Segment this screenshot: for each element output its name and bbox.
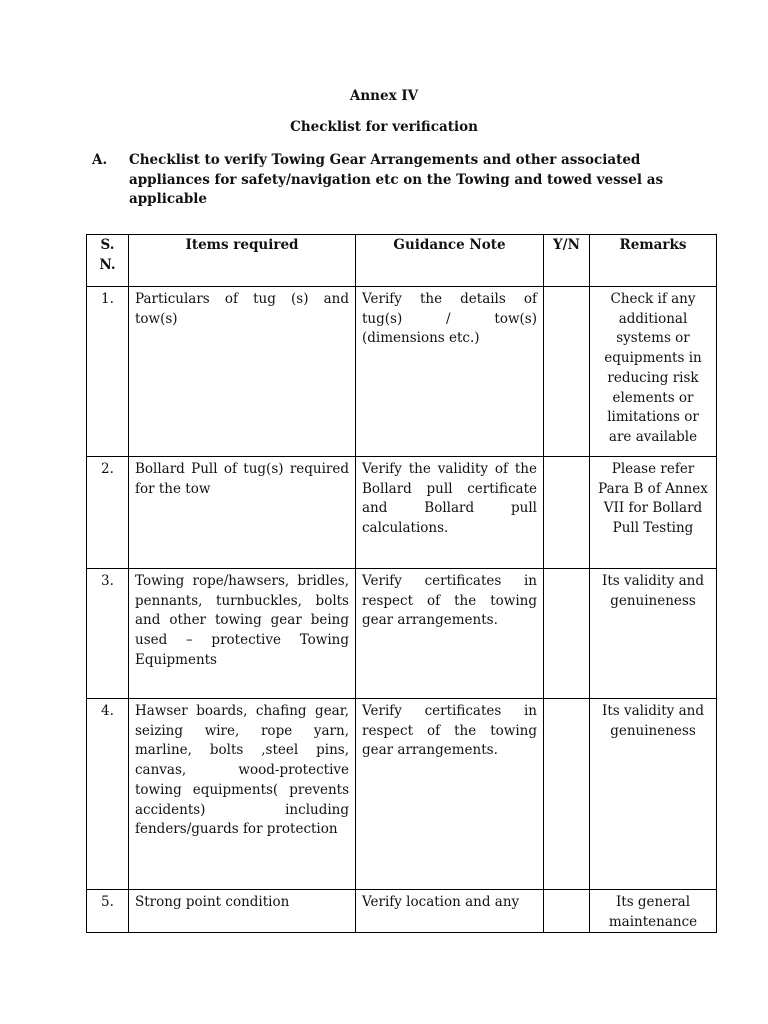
cell-item: Strong point condition [129,890,356,933]
cell-yn[interactable] [544,699,590,890]
section-letter: A. [92,152,108,168]
column-header-yn: Y/N [544,235,590,287]
cell-remarks: Its validity and genuineness [590,569,717,699]
cell-yn[interactable] [544,457,590,569]
table-row [87,890,717,933]
column-header-items: Items required [129,235,356,287]
cell-sn: 5. [87,890,129,933]
cell-remarks: Its general maintenance [590,890,717,933]
cell-remarks: Check if any additional systems or equipments in reducing risk elements or limitations or are available [590,287,717,457]
cell-item: Bollard Pull of tug(s) required for the tow [129,457,356,569]
table-row [87,457,717,569]
column-header-sn: S. N. [87,235,129,287]
cell-guidance: Verify certificates in respect of the towing gear arrangements. [356,699,544,890]
section-heading-text: Checklist to verify Towing Gear Arrangements and other associated appliances for safety/navigation etc on the Towing and towed vessel as applicable [129,152,664,208]
cell-sn: 4. [87,699,129,890]
cell-guidance: Verify the validity of the Bollard pull certificate and Bollard pull calculations. [356,457,544,569]
cell-guidance: Verify location and any [356,890,544,933]
section-heading [92,151,692,210]
table-row [87,569,717,699]
cell-remarks: Its validity and genuineness [590,699,717,890]
table-row [87,699,717,890]
document-title: Checklist for verification [290,119,478,135]
verification-checklist-table [86,234,717,933]
cell-guidance: Verify the details of tug(s) / tow(s) (dimensions etc.) [356,287,544,457]
cell-sn: 2. [87,457,129,569]
cell-remarks: Please refer Para B of Annex VII for Bollard Pull Testing [590,457,717,569]
column-header-guidance: Guidance Note [356,235,544,287]
column-header-remarks: Remarks [590,235,717,287]
cell-sn: 3. [87,569,129,699]
cell-yn[interactable] [544,890,590,933]
cell-sn: 1. [87,287,129,457]
table-row [87,287,717,457]
annex-title: Annex IV [349,88,419,104]
cell-guidance: Verify certificates in respect of the towing gear arrangements. [356,569,544,699]
cell-yn[interactable] [544,287,590,457]
cell-yn[interactable] [544,569,590,699]
cell-item: Hawser boards, chafing gear, seizing wire, rope yarn, marline, bolts ,steel pins, canvas, wood-protective towing equipments( prevents accidents) including fenders/guards for protection [129,699,356,890]
table-header-row [87,235,717,287]
cell-item: Particulars of tug (s) and tow(s) [129,287,356,457]
cell-item: Towing rope/hawsers, bridles, pennants, turnbuckles, bolts and other towing gear being used – protective Towing Equipments [129,569,356,699]
